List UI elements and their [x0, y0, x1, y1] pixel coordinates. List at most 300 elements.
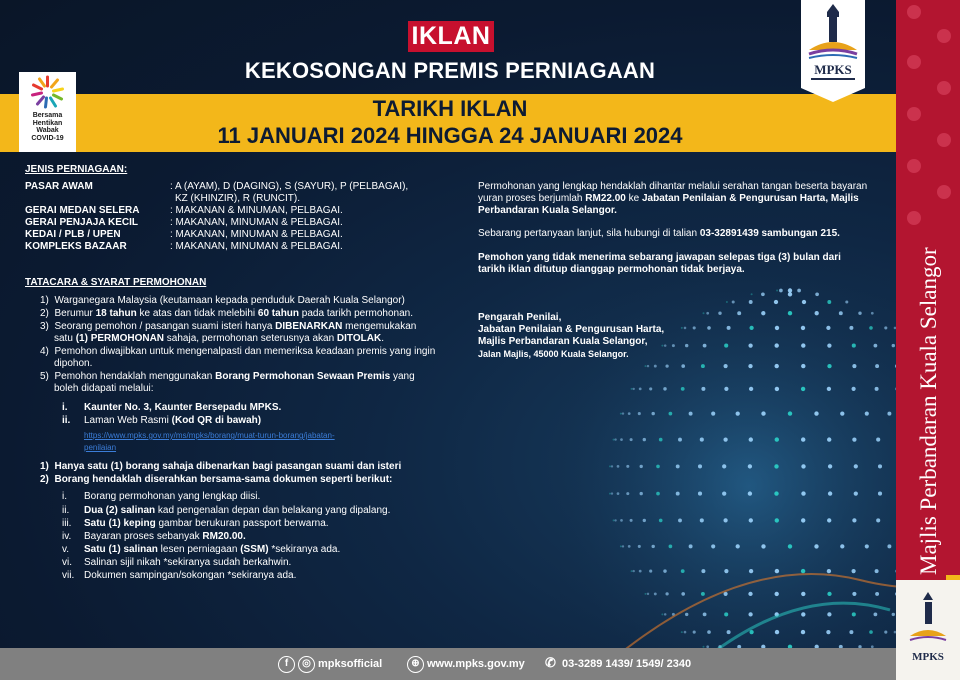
sphere-dot — [649, 570, 652, 573]
procedure-text-1: Warganegara Malaysia (keutamaan kepada penduduk Daerah Kuala Selangor) — [54, 295, 405, 306]
sphere-dot — [797, 289, 801, 293]
doc-item-5 — [84, 544, 340, 556]
mpks-small-logo — [896, 580, 960, 680]
sphere-dot — [681, 631, 683, 633]
sphere-dot — [775, 437, 779, 441]
sphere-dot — [693, 631, 696, 634]
sphere-dot — [852, 387, 856, 391]
note-1 — [40, 461, 401, 473]
procedure-text-3b: DIBENARKAN — [275, 321, 343, 332]
sphere-dot — [858, 311, 861, 314]
sphere-dot — [774, 300, 778, 304]
sphere-dot — [801, 630, 805, 634]
sphere-dot — [887, 412, 891, 416]
mpks-logo-label: MPKS — [814, 62, 852, 77]
sub-num-1: i. — [62, 402, 68, 413]
sphere-dot — [628, 412, 631, 415]
footer-social[interactable] — [278, 648, 382, 680]
sphere-dot — [801, 518, 805, 522]
sphere-dot — [638, 545, 641, 548]
procedure-text-3f: sahaja, permohonan seterusnya akan — [164, 333, 337, 344]
business-name-kedai: KEDAI / PLB / UPEN — [25, 229, 121, 240]
sphere-dot — [665, 592, 668, 595]
sphere-dot — [839, 311, 843, 315]
sphere-dot — [775, 387, 779, 391]
sphere-dot — [620, 519, 623, 522]
business-name-medan-selera: GERAI MEDAN SELERA — [25, 205, 140, 216]
procedure-text-4a: Pemohon diwajibkan untuk mengenalpasti dan memeriksa keadaan premis yang ingin — [54, 346, 436, 357]
sphere-dot — [724, 344, 728, 348]
sphere-dot — [852, 518, 856, 522]
sphere-dot — [681, 387, 685, 391]
sphere-dot — [827, 437, 831, 441]
borang-download-link[interactable]: https://www.mpks.gov.my/ms/mpks/borang/muat-turun-borang/jabatan- — [84, 431, 335, 440]
sphere-dot — [645, 365, 647, 367]
signature-line2: Jabatan Penilaian & Pengurusan Harta, — [478, 324, 665, 335]
sphere-dot — [865, 412, 869, 416]
footer-social-handle: mpksofficial — [318, 658, 383, 670]
sphere-dot — [871, 312, 874, 315]
doc-text-5a: lesen perniagaan — [157, 544, 241, 555]
right-p1-dept: Jabatan Penilaian & Pengurusan Harta, Majlis — [641, 193, 859, 204]
sphere-dot — [722, 464, 726, 468]
footer-phone-number: 03-3289 1439/ 1549/ 2340 — [562, 658, 692, 670]
sphere-dot — [737, 311, 741, 315]
mpks-logo — [801, 0, 865, 102]
sphere-dot — [749, 518, 753, 522]
sphere-dot — [676, 492, 680, 496]
sphere-dot — [845, 300, 848, 303]
business-value-kedai: : MAKANAN, MINUMAN & PELBAGAI. — [170, 229, 343, 240]
sphere-dot — [651, 412, 654, 415]
doc-text-3b: Satu (1) keping — [84, 518, 156, 529]
sphere-dot — [724, 387, 728, 391]
sphere-dot — [840, 544, 844, 548]
right-p1-line2 — [478, 193, 859, 205]
sphere-dot — [645, 593, 647, 595]
doc-text-4a: Bayaran proses sebanyak — [84, 531, 203, 542]
sphere-dot — [751, 293, 753, 295]
sphere-dot — [684, 631, 687, 634]
sphere-dot — [802, 300, 806, 304]
procedure-text-5b: Borang Permohonan Sewaan Premis — [215, 371, 391, 382]
sphere-dot — [620, 545, 622, 547]
sub-num-2: ii. — [62, 415, 71, 426]
sphere-dot — [775, 630, 779, 634]
sphere-dot — [788, 311, 792, 315]
doc-text-5d: *sekiranya ada. — [268, 544, 341, 555]
sphere-dot — [640, 465, 643, 468]
doc-item-2 — [84, 505, 390, 517]
sphere-dot — [724, 569, 728, 573]
sub-text-2a: Laman Web Rasmi — [84, 415, 172, 426]
sphere-dot — [736, 544, 740, 548]
doc-text-7: Dokumen sampingan/sokongan *sekiranya ada. — [84, 570, 297, 581]
ribbon-vertical-text — [898, 235, 958, 580]
procedure-text-3d: satu — [54, 333, 76, 344]
doc-num-5: v. — [62, 544, 70, 555]
sphere-dot — [865, 544, 869, 548]
right-p2-phone: 03-32891439 sambungan 215. — [699, 228, 840, 239]
sphere-dot — [676, 464, 680, 468]
sphere-dot — [630, 519, 633, 522]
procedure-num-2: 2) — [40, 308, 49, 319]
procedure-text-5c: yang — [390, 371, 415, 382]
sphere-dot — [788, 544, 792, 548]
sphere-dot — [775, 326, 779, 330]
sphere-dot — [620, 438, 623, 441]
sphere-dot — [701, 364, 705, 368]
sphere-dot — [626, 465, 629, 468]
sphere-dot — [647, 365, 649, 367]
right-p3-line1: Pemohon yang tidak menerima sebarang jawapan selepas tiga (3) bulan dari — [478, 252, 841, 263]
sphere-dot — [669, 412, 673, 416]
sphere-dot — [681, 569, 685, 573]
sphere-dot — [827, 612, 831, 616]
sub-text-1: Kaunter No. 3, Kaunter Bersepadu MPKS. — [84, 402, 282, 413]
doc-num-7: vii. — [62, 570, 75, 581]
sphere-dot — [706, 312, 709, 315]
covid-logo-line2: Hentikan — [32, 119, 63, 127]
sphere-dot — [611, 465, 613, 467]
sub-text-2b: (Kod QR di bawah) — [171, 415, 262, 426]
procedure-num-1: 1) — [40, 295, 49, 306]
sphere-dot — [718, 311, 721, 314]
doc-text-4b: RM20.00. — [202, 531, 246, 542]
sphere-dot — [801, 592, 805, 596]
procedure-text-2e: pada tarikh permohonan. — [299, 308, 413, 319]
business-name-penjaja-kecil: GERAI PENJAJA KECIL — [25, 217, 138, 228]
covid-logo-line4: COVID-19 — [31, 134, 64, 142]
sphere-dot — [869, 630, 873, 634]
right-p2 — [478, 228, 840, 240]
sphere-dot — [701, 592, 705, 596]
sphere-dot — [801, 491, 805, 495]
business-value-kompleks-bazaar: : MAKANAN, MINUMAN & PELBAGAI. — [170, 241, 343, 252]
procedure-text-2b: 18 tahun — [95, 308, 137, 319]
sphere-dot — [852, 612, 856, 616]
sphere-dot — [672, 344, 675, 347]
sphere-dot — [684, 327, 687, 330]
sphere-dot — [776, 290, 778, 292]
sphere-dot — [681, 592, 685, 596]
sphere-dot — [887, 544, 891, 548]
sphere-dot — [749, 326, 753, 330]
footer-web[interactable] — [407, 648, 525, 680]
sphere-dot — [617, 492, 620, 495]
sphere-dot — [661, 345, 663, 347]
sphere-dot — [678, 518, 682, 522]
sphere-dot — [878, 492, 882, 496]
sphere-dot — [852, 569, 856, 573]
sphere-dot — [722, 491, 726, 495]
sphere-dot — [661, 613, 663, 615]
sphere-dot — [801, 612, 805, 616]
sphere-dot — [669, 545, 673, 549]
procedure-num-5: 5) — [40, 371, 49, 382]
sphere-dot — [849, 326, 853, 330]
right-p1-line1: Permohonan yang lengkap hendaklah dihantar melalui serahan tangan beserta bayaran — [478, 181, 868, 192]
sphere-dot — [659, 519, 663, 523]
sphere-dot — [874, 344, 878, 348]
sphere-dot — [664, 344, 667, 347]
sphere-dot — [852, 437, 856, 441]
iklan-badge: IKLAN — [408, 21, 494, 52]
sphere-dot — [663, 569, 666, 572]
sphere-dot — [685, 613, 688, 616]
sphere-dot — [852, 592, 856, 596]
sphere-dot — [727, 630, 731, 634]
procedure-text-5d: boleh didapati melalui: — [54, 383, 154, 394]
sphere-dot — [678, 438, 682, 442]
sphere-dot — [628, 545, 631, 548]
note-text-1: Hanya satu (1) borang sahaja dibenarkan bagi pasangan suami dan isteri — [54, 461, 402, 472]
sphere-dot — [801, 437, 805, 441]
sphere-dot — [749, 569, 753, 573]
sphere-dot — [613, 439, 615, 441]
sphere-dot — [801, 326, 805, 330]
sphere-dot — [681, 327, 683, 329]
sphere-dot — [707, 630, 711, 634]
sphere-dot — [711, 544, 715, 548]
sphere-dot — [854, 464, 858, 468]
doc-num-1: i. — [62, 491, 67, 502]
sphere-dot — [801, 464, 805, 468]
sphere-dot — [643, 519, 646, 522]
sphere-dot — [622, 412, 624, 414]
procedure-text-5a: Pemohon hendaklah menggunakan — [54, 371, 216, 382]
sphere-dot — [788, 292, 792, 296]
sphere-dot — [775, 569, 779, 573]
signature-line3: Majlis Perbandaran Kuala Selangor, — [478, 336, 648, 347]
doc-item-3 — [84, 518, 329, 530]
sphere-dot — [761, 292, 765, 296]
procedure-text-2a: Berumur — [54, 308, 96, 319]
sphere-dot — [875, 364, 879, 368]
doc-num-3: iii. — [62, 518, 72, 529]
sphere-dot — [651, 545, 654, 548]
sphere-dot — [761, 544, 765, 548]
procedure-text-3h: . — [381, 333, 384, 344]
doc-text-3a: gambar berukuran passport berwarna. — [155, 518, 329, 529]
sphere-dot — [703, 344, 707, 348]
sphere-dot — [664, 613, 667, 616]
sphere-dot — [774, 464, 778, 468]
sphere-dot — [732, 300, 735, 303]
sphere-dot — [827, 518, 831, 522]
sphere-dot — [681, 364, 685, 368]
sphere-dot — [775, 343, 779, 347]
page-title: KEKOSONGAN PREMIS PERNIAGAAN — [244, 58, 656, 83]
procedure-item-3 — [40, 321, 416, 333]
sphere-dot — [613, 519, 615, 521]
signature-line1: Pengarah Penilai, — [478, 312, 562, 323]
business-name-kompleks-bazaar: KOMPLEKS BAZAAR — [25, 241, 127, 252]
note-num-1: 1) — [40, 461, 49, 472]
instagram-icon: ◎ — [298, 656, 315, 673]
sphere-dot — [698, 464, 702, 468]
sphere-dot — [638, 412, 641, 415]
note-num-2: 2) — [40, 474, 49, 485]
procedure-text-3a: Seorang pemohon / pasangan suami isteri hanya — [54, 321, 276, 332]
sphere-dot — [639, 388, 642, 391]
sphere-dot — [701, 387, 705, 391]
sphere-dot — [854, 491, 858, 495]
doc-item-4 — [84, 531, 246, 543]
sphere-dot — [774, 491, 778, 495]
doc-text-1: Borang permohonan yang lengkap diisi. — [84, 491, 261, 502]
sphere-dot — [749, 300, 753, 304]
sphere-dot — [748, 464, 752, 468]
sphere-dot — [701, 569, 705, 573]
sphere-dot — [815, 311, 819, 315]
sphere-dot — [700, 438, 704, 442]
procedure-heading: TATACARA & SYARAT PERMOHONAN — [25, 277, 207, 288]
sphere-dot — [611, 492, 613, 494]
note-2 — [40, 474, 392, 486]
sphere-dot — [689, 412, 693, 416]
sphere-dot — [654, 592, 657, 595]
ribbon-text: Majlis Perbandaran Kuala Selangor — [916, 247, 941, 575]
sphere-dot — [724, 364, 728, 368]
procedure-text-2c: ke atas dan tidak melebihi — [136, 308, 258, 319]
phone-icon: ✆ — [545, 654, 556, 670]
sphere-dot — [640, 492, 643, 495]
signature-line4: Jalan Majlis, 45000 Kuala Selangor. — [478, 349, 629, 359]
sphere-dot — [685, 344, 688, 347]
right-p1-to: ke — [625, 193, 642, 204]
sub-text-2 — [84, 415, 261, 427]
sphere-dot — [633, 388, 635, 390]
sphere-dot — [828, 464, 832, 468]
sphere-dot — [656, 465, 660, 469]
sphere-dot — [614, 519, 616, 521]
procedure-num-3: 3) — [40, 321, 49, 332]
sphere-dot — [689, 544, 693, 548]
procedure-item-4 — [40, 346, 435, 358]
sphere-dot — [748, 491, 752, 495]
doc-text-5b: Satu (1) salinan — [84, 544, 158, 555]
sphere-dot — [723, 518, 727, 522]
footer-phone[interactable] — [542, 648, 691, 680]
sphere-dot — [814, 544, 818, 548]
sphere-dot — [826, 630, 830, 634]
doc-text-2b: Dua (2) salinan — [84, 505, 156, 516]
sphere-dot — [840, 411, 844, 415]
sphere-dot — [876, 518, 880, 522]
sphere-dot — [775, 592, 779, 596]
sphere-dot — [631, 388, 633, 390]
sphere-dot — [630, 438, 633, 441]
sphere-dot — [749, 437, 753, 441]
sphere-dot — [876, 438, 880, 442]
procedure-text-3g: DITOLAK — [336, 333, 382, 344]
sphere-dot — [827, 387, 831, 391]
sphere-dot — [654, 365, 657, 368]
sphere-dot — [892, 344, 895, 347]
sphere-dot — [723, 437, 727, 441]
sphere-dot — [617, 465, 620, 468]
sphere-dot — [748, 612, 752, 616]
sphere-dot — [875, 387, 879, 391]
covid19-campaign-logo — [19, 72, 76, 152]
sphere-dot — [749, 387, 753, 391]
sphere-dot — [827, 364, 831, 368]
sphere-dot — [779, 289, 783, 293]
procedure-text-4b: dipohon. — [54, 358, 93, 369]
sphere-dot — [828, 491, 832, 495]
procedure-item-5 — [40, 371, 415, 383]
sphere-dot — [827, 569, 831, 573]
date-label: TARIKH IKLAN — [372, 96, 528, 121]
business-name-pasar-awam: PASAR AWAM — [25, 181, 93, 192]
sphere-dot — [775, 364, 779, 368]
sphere-dot — [875, 569, 879, 573]
sphere-dot — [775, 518, 779, 522]
sphere-dot — [736, 411, 740, 415]
business-value-pasar-awam: : A (AYAM), D (DAGING), S (SAYUR), P (PELBAGAI), — [170, 181, 409, 192]
footer-web-url: www.mpks.gov.my — [427, 658, 525, 670]
sphere-dot — [748, 364, 752, 368]
borang-download-link-2[interactable]: penilaian — [84, 443, 117, 452]
sphere-dot — [875, 592, 879, 596]
sphere-dot — [852, 344, 856, 348]
sphere-dot — [622, 545, 624, 547]
sphere-dot — [827, 592, 831, 596]
procedure-text-3e: (1) PERMOHONAN — [75, 333, 165, 344]
sphere-dot — [609, 465, 611, 467]
sphere-dot — [874, 613, 878, 617]
business-value-medan-selera: : MAKANAN & MINUMAN, PELBAGAI. — [170, 205, 343, 216]
business-heading: JENIS PERNIAGAAN: — [25, 164, 128, 175]
sphere-dot — [748, 343, 752, 347]
sphere-dot — [849, 630, 853, 634]
doc-num-4: iv. — [62, 531, 72, 542]
sphere-dot — [801, 364, 805, 368]
sphere-dot — [700, 518, 704, 522]
sphere-dot — [626, 492, 629, 495]
doc-text-5c: (SSM) — [240, 544, 269, 555]
doc-text-6: Salinan sijil nikah *sekiranya sudah berkahwin. — [84, 557, 292, 568]
procedure-text-3c: mengemukakan — [342, 321, 417, 332]
sphere-dot — [852, 364, 856, 368]
sphere-dot — [788, 288, 792, 292]
sphere-dot — [643, 438, 646, 441]
note-text-2: Borang hendaklah diserahkan bersama-sama dokumen seperti berikut: — [54, 474, 393, 485]
sphere-dot — [707, 326, 711, 330]
covid-logo-line3: Wabak — [36, 127, 59, 134]
sphere-dot — [631, 570, 633, 572]
sphere-dot — [761, 411, 765, 415]
sphere-dot — [614, 438, 616, 440]
sphere-dot — [639, 570, 642, 573]
doc-num-2: ii. — [62, 505, 70, 516]
sphere-dot — [693, 326, 696, 329]
business-value-pasar-awam-2: KZ (KHINZIR), R (RUNCIT). — [175, 193, 300, 204]
procedure-item-1 — [40, 295, 405, 307]
sphere-dot — [827, 300, 831, 304]
sphere-dot — [703, 613, 707, 617]
sphere-dot — [884, 326, 887, 329]
sphere-dot — [663, 387, 666, 390]
right-p3-line2: tarikh iklan ditutup dianggap permohonan tidak berjaya. — [478, 264, 745, 275]
sphere-dot — [665, 364, 668, 367]
sphere-dot — [892, 613, 895, 616]
ribbon-bottom-panel — [896, 580, 960, 680]
globe-icon: ⊕ — [407, 656, 424, 673]
sphere-dot — [649, 387, 652, 390]
sphere-dot — [826, 326, 830, 330]
